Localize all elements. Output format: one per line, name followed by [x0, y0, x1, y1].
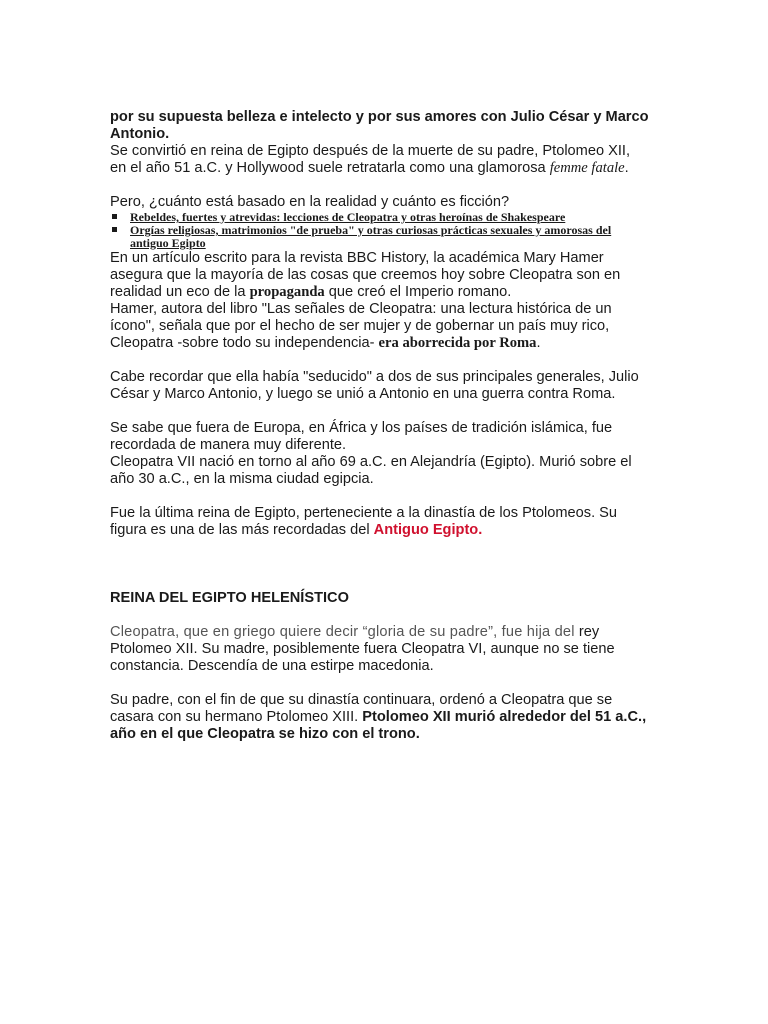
related-link-rebeldes[interactable]: Rebeldes, fuertes y atrevidas: lecciones de Cleopatra y otras heroínas de Shakespeare [130, 210, 566, 224]
bbc-text-before: En un artículo escrito para la revista BBC History, la académica Mary Hamer asegura que la mayoría de las cosas que creemos hoy sobre Cleopatra son en realidad un eco de la [110, 250, 621, 300]
hamer-text-after: . [536, 335, 541, 351]
article-body [110, 109, 650, 743]
intro-end: . [624, 160, 629, 176]
ultima-paragraph [110, 505, 650, 539]
fuera-europa-paragraph: Se sabe que fuera de Europa, en África y los países de tradición islámica, fue recordada de manera muy diferente. [110, 420, 613, 453]
bbc-paragraph [110, 250, 650, 301]
hamer-paragraph [110, 301, 650, 352]
intro-text: Se convirtió en reina de Egipto después de la muerte de su padre, Ptolomeo XII, en el año 51 a.C. y Hollywood suele retratarla como una glamorosa [110, 143, 631, 176]
padre-text: Su padre, con el fin de que su dinastía continuara, ordenó a Cleopatra que se casara con su hermano Ptolomeo XIII. [110, 692, 613, 725]
seducido-paragraph: Cabe recordar que ella había "seducido" a dos de sus principales generales, Julio César y Marco Antonio, y luego se unió a Antonio en una guerra contra Roma. [110, 369, 639, 402]
related-link-item [110, 224, 650, 250]
antiguo-egipto-link[interactable]: Antiguo Egipto [373, 522, 479, 538]
hamer-emphasis: era aborrecida por Roma [378, 335, 537, 351]
bullet-square-icon [112, 227, 117, 232]
padre-paragraph [110, 692, 650, 743]
section-title: REINA DEL EGIPTO HELENÍSTICO [110, 590, 349, 606]
intro-bold-line: por su supuesta belleza e intelecto y por sus amores con Julio César y Marco Antonio. [110, 109, 649, 142]
nacio-paragraph: Cleopatra VII nació en torno al año 69 a.C. en Alejandría (Egipto). Murió sobre el año 30 a.C., en la misma ciudad egipcia. [110, 454, 632, 487]
related-links-list [110, 211, 650, 250]
padre-bold-text: Ptolomeo XII murió alrededor del 51 a.C., año en el que Cleopatra se hizo con el trono. [110, 709, 647, 742]
ultima-end: . [478, 522, 483, 538]
intro-italic: femme fatale [549, 160, 625, 176]
bbc-emphasis: propaganda [249, 284, 325, 300]
ultima-text: Fue la última reina de Egipto, perteneciente a la dinastía de los Ptolomeos. Su figura es una de las más recordadas del [110, 505, 618, 538]
related-link-orgias[interactable]: Orgías religiosas, matrimonios "de prueba" y otras curiosas prácticas sexuales y amorosas del antiguo Egipto [130, 223, 612, 250]
hamer-text-before: Hamer, autora del libro "Las señales de Cleopatra: una lectura histórica de un ícono", señala que por el hecho de ser mujer y de gobernar un país muy rico, Cleopatra -sobre todo su independencia- [110, 301, 612, 351]
gloria-rest-text: rey Ptolomeo XII. Su madre, posiblemente fuera Cleopatra VI, aunque no se tiene constancia. Descendía de una estirpe macedonia. [110, 624, 615, 674]
gloria-paragraph [110, 624, 650, 675]
bbc-text-after: que creó el Imperio romano. [324, 284, 512, 300]
question-paragraph: Pero, ¿cuánto está basado en la realidad y cuánto es ficción? [110, 194, 510, 210]
gloria-light-text: Cleopatra, que en griego quiere decir “gloria de su padre”, fue hija del [110, 624, 579, 640]
intro-paragraph [110, 143, 650, 177]
bullet-square-icon [112, 214, 117, 219]
